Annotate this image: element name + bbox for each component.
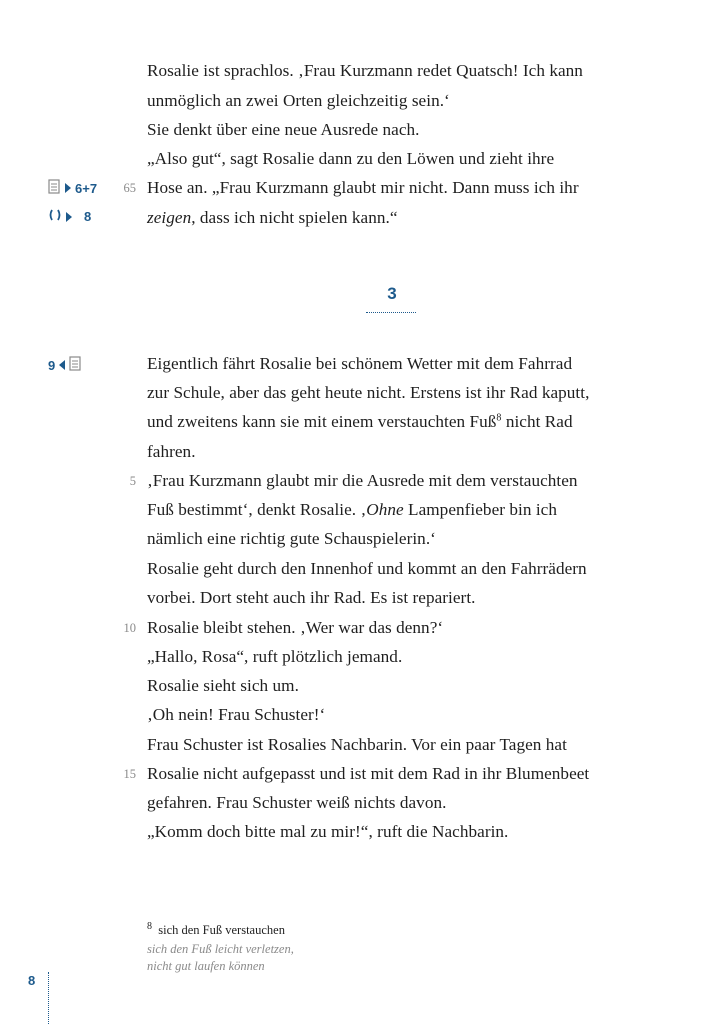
margin-ref-exercise[interactable] xyxy=(48,356,82,374)
chapter-number: 3 xyxy=(387,284,397,303)
text-line: vorbei. Dort steht auch ihr Rad. Es ist repariert. xyxy=(147,588,476,607)
text-segment: , dass ich nicht spielen kann.“ xyxy=(191,208,398,227)
footnote-number: 8 xyxy=(147,920,152,932)
text-line: Rosalie ist sprachlos. ‚Frau Kurzmann redet Quatsch! Ich kann xyxy=(147,61,583,80)
footnote-text: sich den Fuß verstauchen xyxy=(158,923,285,937)
text-segment: und zweitens kann sie mit einem verstauchten Fuß xyxy=(147,412,497,431)
emphasis: zeigen xyxy=(147,208,192,227)
footnote-mark[interactable]: 8 xyxy=(496,412,502,424)
text-line: Rosalie sieht sich um. xyxy=(147,676,299,695)
footnote-gloss: nicht gut laufen können xyxy=(147,959,265,973)
footnote-term xyxy=(147,922,285,939)
text-line: fahren. xyxy=(147,442,196,461)
margin-ref-audio[interactable] xyxy=(48,208,91,225)
line-number: 10 xyxy=(123,621,136,635)
page-margin-line xyxy=(48,972,49,1024)
text-line: Rosalie bleibt stehen. ‚Wer war das denn?‘ xyxy=(147,618,444,637)
text-line: Eigentlich fährt Rosalie bei schönem Wetter mit dem Fahrrad xyxy=(147,354,573,373)
chapter-divider xyxy=(366,312,416,313)
text-line: Hose an. „Frau Kurzmann glaubt mir nicht. Dann muss ich ihr xyxy=(147,178,579,197)
page-number: 8 xyxy=(28,973,36,988)
text-line: „Also gut“, sagt Rosalie dann zu den Löwen und zieht ihre xyxy=(147,149,555,168)
text-line xyxy=(147,500,557,520)
line-number: 15 xyxy=(123,767,136,781)
text-segment: Lampenfieber bin ich xyxy=(403,500,557,519)
text-line: gefahren. Frau Schuster weiß nichts davon. xyxy=(147,793,447,812)
text-line: ‚Frau Kurzmann glaubt mir die Ausrede mit dem verstauchten xyxy=(147,471,578,490)
arrow-right-icon xyxy=(65,183,71,193)
document-icon xyxy=(48,179,61,197)
text-line: unmöglich an zwei Orten gleichzeitig sein.‘ xyxy=(147,91,450,110)
arrow-right-icon xyxy=(66,212,72,222)
audio-icon xyxy=(48,208,62,225)
text-line: „Hallo, Rosa“, ruft plötzlich jemand. xyxy=(147,647,403,666)
text-line: „Komm doch bitte mal zu mir!“, ruft die Nachbarin. xyxy=(147,822,509,841)
margin-ref-exercise[interactable] xyxy=(48,179,97,197)
text-segment: nicht Rad xyxy=(501,412,573,431)
text-line: ‚Oh nein! Frau Schuster!‘ xyxy=(147,705,326,724)
document-icon xyxy=(69,356,82,374)
text-line: Rosalie geht durch den Innenhof und kommt an den Fahrrädern xyxy=(147,559,587,578)
line-number: 5 xyxy=(129,474,136,488)
margin-ref-label: 8 xyxy=(84,209,92,224)
footnote-gloss: sich den Fuß leicht verletzen, xyxy=(147,942,294,956)
text-line xyxy=(147,208,398,228)
text-line: zur Schule, aber das geht heute nicht. Erstens ist ihr Rad kaputt, xyxy=(147,383,590,402)
line-number: 65 xyxy=(123,181,136,195)
margin-ref-label: 9 xyxy=(48,357,56,373)
text-line: nämlich eine richtig gute Schauspielerin.‘ xyxy=(147,529,436,548)
arrow-left-icon xyxy=(59,360,65,370)
emphasis: Ohne xyxy=(366,500,404,519)
text-line xyxy=(147,412,573,432)
text-line: Rosalie nicht aufgepasst und ist mit dem Rad in ihr Blumenbeet xyxy=(147,764,590,783)
text-line: Sie denkt über eine neue Ausrede nach. xyxy=(147,120,420,139)
margin-ref-label: 6+7 xyxy=(75,180,98,196)
text-segment: Fuß bestimmt‘, denkt Rosalie. ‚ xyxy=(147,500,367,519)
text-line: Frau Schuster ist Rosalies Nachbarin. Vor ein paar Tagen hat xyxy=(147,735,567,754)
